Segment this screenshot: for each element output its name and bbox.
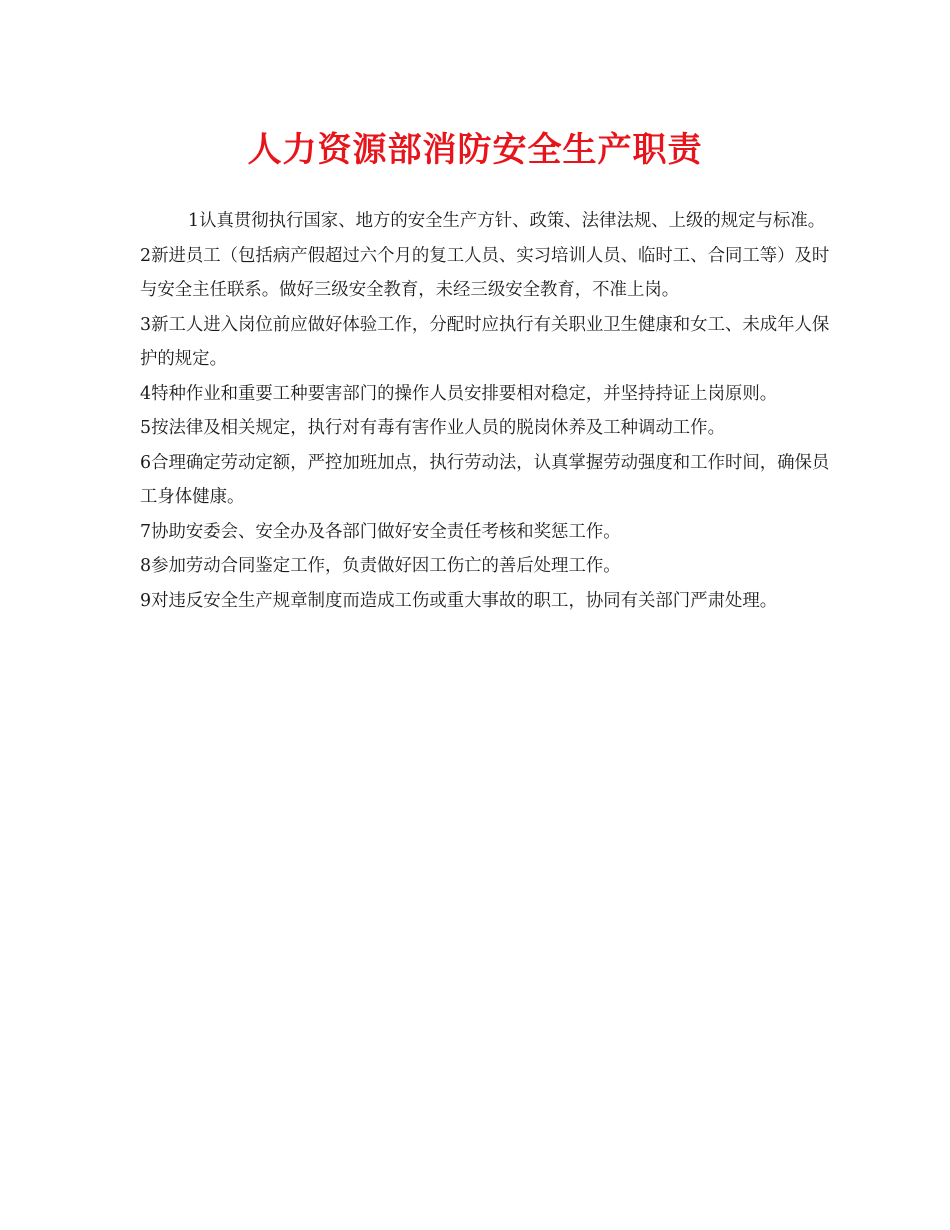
paragraph-5: 5按法律及相关规定，执行对有毒有害作业人员的脱岗休养及工种调动工作。 bbox=[140, 418, 725, 438]
paragraph-6: 6合理确定劳动定额，严控加班加点，执行劳动法，认真掌握劳动强度和工作时间，确保员工身体健康。 bbox=[140, 452, 830, 507]
page-title: 人力资源部消防安全生产职责 bbox=[247, 130, 703, 170]
paragraph-4: 4特种作业和重要工种要害部门的操作人员安排要相对稳定，并坚持持证上岗原则。 bbox=[140, 383, 778, 404]
paragraph-8: 8参加劳动合同鉴定工作，负责做好因工伤亡的善后处理工作。 bbox=[140, 556, 621, 576]
paragraph-9: 9对违反安全生产规章制度而造成工伤或重大事故的职工，协同有关部门严肃处理。 bbox=[140, 590, 778, 611]
document-body bbox=[140, 204, 830, 618]
paragraph-3: 3新工人进入岗位前应做好体验工作，分配时应执行有关职业卫生健康和女工、未成年人保护的规定。 bbox=[140, 314, 830, 369]
paragraph-7: 7协助安委会、安全办及各部门做好安全责任考核和奖惩工作。 bbox=[140, 521, 621, 542]
paragraph-2: 2新进员工（包括病产假超过六个月的复工人员、实习培训人员、临时工、合同工等）及时与安全主任联系。做好三级安全教育，未经三级安全教育，不准上岗。 bbox=[140, 245, 830, 300]
paragraph-1: 1认真贯彻执行国家、地方的安全生产方针、政策、法律法规、上级的规定与标准。 bbox=[188, 211, 826, 231]
